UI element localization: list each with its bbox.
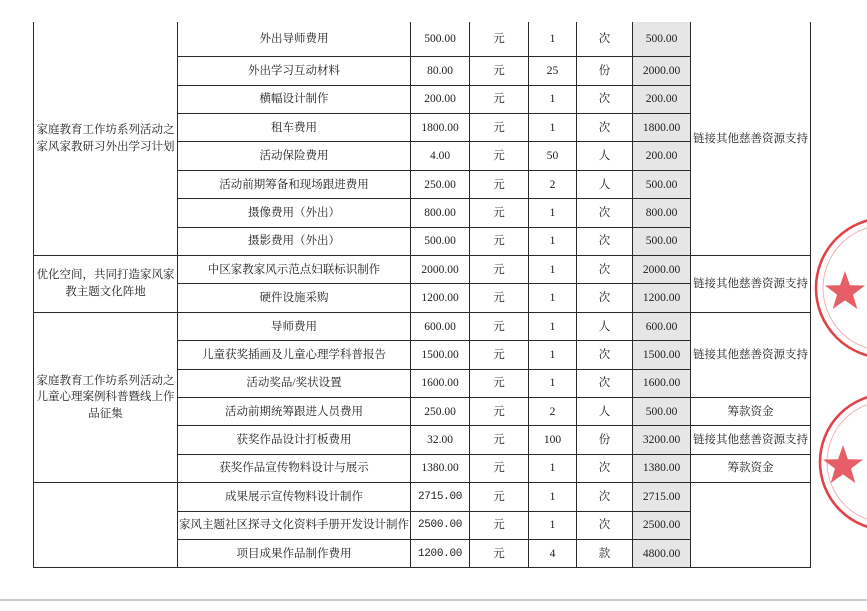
quantity-cell: 1 [529, 341, 577, 369]
quantity-cell: 4 [529, 539, 577, 567]
unit-cell: 次 [577, 369, 633, 397]
activity-group-cell: 家庭教育工作坊系列活动之家风家教研习外出学习计划 [34, 22, 178, 256]
unit-price-cell: 4.00 [411, 142, 470, 170]
total-amount-cell: 2000.00 [633, 57, 691, 85]
unit-cell: 次 [577, 454, 633, 482]
total-amount-cell: 1380.00 [633, 454, 691, 482]
quantity-cell: 100 [529, 426, 577, 454]
item-name-cell: 活动保险费用 [178, 142, 411, 170]
unit-cell: 次 [577, 227, 633, 255]
unit-price-cell: 2000.00 [411, 256, 470, 284]
currency-cell: 元 [470, 114, 529, 142]
quantity-cell: 1 [529, 312, 577, 340]
item-name-cell: 家风主题社区探寻文化资料手册开发设计制作 [178, 511, 411, 539]
currency-cell: 元 [470, 57, 529, 85]
unit-cell: 次 [577, 341, 633, 369]
total-amount-cell: 200.00 [633, 85, 691, 113]
budget-row [34, 483, 811, 511]
currency-cell: 元 [470, 256, 529, 284]
funding-source-cell [691, 483, 811, 568]
item-name-cell: 成果展示宣传物料设计制作 [178, 483, 411, 511]
funding-source-cell: 链接其他慈善资源支持 [691, 426, 811, 454]
unit-cell: 人 [577, 142, 633, 170]
total-amount-cell: 1200.00 [633, 284, 691, 312]
total-amount-cell: 2500.00 [633, 511, 691, 539]
unit-cell: 次 [577, 85, 633, 113]
funding-source-cell: 链接其他慈善资源支持 [691, 22, 811, 256]
total-amount-cell: 3200.00 [633, 426, 691, 454]
budget-row [34, 312, 811, 340]
item-name-cell: 导师费用 [178, 312, 411, 340]
total-amount-cell: 4800.00 [633, 539, 691, 567]
item-name-cell: 项目成果作品制作费用 [178, 539, 411, 567]
currency-cell: 元 [470, 341, 529, 369]
quantity-cell: 1 [529, 114, 577, 142]
item-name-cell: 硬件设施采购 [178, 284, 411, 312]
total-amount-cell: 500.00 [633, 397, 691, 425]
unit-price-cell: 2715.00 [411, 483, 470, 511]
unit-price-cell: 32.00 [411, 426, 470, 454]
unit-price-cell: 500.00 [411, 22, 470, 57]
unit-price-cell: 1600.00 [411, 369, 470, 397]
unit-cell: 人 [577, 312, 633, 340]
official-seal-stamp [820, 394, 867, 530]
quantity-cell: 2 [529, 397, 577, 425]
unit-cell: 次 [577, 22, 633, 57]
item-name-cell: 横幅设计制作 [178, 85, 411, 113]
quantity-cell: 1 [529, 511, 577, 539]
quantity-cell: 1 [529, 85, 577, 113]
unit-cell: 次 [577, 511, 633, 539]
unit-price-cell: 1200.00 [411, 284, 470, 312]
activity-group-cell [34, 483, 178, 568]
item-name-cell: 摄像费用（外出） [178, 199, 411, 227]
total-amount-cell: 1800.00 [633, 114, 691, 142]
scan-page-edge [0, 599, 867, 601]
unit-price-cell: 800.00 [411, 199, 470, 227]
currency-cell: 元 [470, 369, 529, 397]
total-amount-cell: 800.00 [633, 199, 691, 227]
unit-price-cell: 200.00 [411, 85, 470, 113]
official-seal-stamp [816, 218, 867, 358]
unit-price-cell: 1200.00 [411, 539, 470, 567]
currency-cell: 元 [470, 454, 529, 482]
budget-table-body [34, 22, 811, 568]
unit-cell: 次 [577, 114, 633, 142]
unit-cell: 份 [577, 426, 633, 454]
quantity-cell: 1 [529, 22, 577, 57]
currency-cell: 元 [470, 312, 529, 340]
currency-cell: 元 [470, 397, 529, 425]
total-amount-cell: 200.00 [633, 142, 691, 170]
unit-price-cell: 1380.00 [411, 454, 470, 482]
item-name-cell: 租车费用 [178, 114, 411, 142]
unit-cell: 人 [577, 397, 633, 425]
item-name-cell: 活动前期筹备和现场跟进费用 [178, 170, 411, 198]
unit-price-cell: 500.00 [411, 227, 470, 255]
unit-price-cell: 250.00 [411, 170, 470, 198]
quantity-cell: 1 [529, 483, 577, 511]
unit-price-cell: 1800.00 [411, 114, 470, 142]
unit-cell: 款 [577, 539, 633, 567]
unit-cell: 次 [577, 284, 633, 312]
unit-cell: 次 [577, 256, 633, 284]
currency-cell: 元 [470, 483, 529, 511]
total-amount-cell: 1600.00 [633, 369, 691, 397]
quantity-cell: 2 [529, 170, 577, 198]
funding-source-cell: 筹款资金 [691, 397, 811, 425]
quantity-cell: 1 [529, 454, 577, 482]
total-amount-cell: 500.00 [633, 170, 691, 198]
star-icon [825, 271, 865, 309]
currency-cell: 元 [470, 142, 529, 170]
quantity-cell: 1 [529, 227, 577, 255]
budget-table [33, 22, 811, 568]
currency-cell: 元 [470, 284, 529, 312]
item-name-cell: 获奖作品宣传物料设计与展示 [178, 454, 411, 482]
currency-cell: 元 [470, 426, 529, 454]
unit-price-cell: 600.00 [411, 312, 470, 340]
funding-source-cell: 链接其他慈善资源支持 [691, 312, 811, 397]
item-name-cell: 外出学习互动材料 [178, 57, 411, 85]
activity-group-cell: 优化空间，共同打造家风家教主题文化阵地 [34, 256, 178, 313]
unit-price-cell: 80.00 [411, 57, 470, 85]
item-name-cell: 获奖作品设计打板费用 [178, 426, 411, 454]
budget-row [34, 22, 811, 57]
total-amount-cell: 2715.00 [633, 483, 691, 511]
budget-row [34, 256, 811, 284]
quantity-cell: 25 [529, 57, 577, 85]
currency-cell: 元 [470, 199, 529, 227]
activity-group-cell: 家庭教育工作坊系列活动之儿童心理案例科普暨线上作品征集 [34, 312, 178, 482]
unit-cell: 人 [577, 170, 633, 198]
funding-source-cell: 链接其他慈善资源支持 [691, 256, 811, 313]
total-amount-cell: 500.00 [633, 22, 691, 57]
quantity-cell: 1 [529, 199, 577, 227]
item-name-cell: 活动前期统筹跟进人员费用 [178, 397, 411, 425]
unit-price-cell: 1500.00 [411, 341, 470, 369]
total-amount-cell: 1500.00 [633, 341, 691, 369]
currency-cell: 元 [470, 511, 529, 539]
quantity-cell: 1 [529, 369, 577, 397]
unit-price-cell: 250.00 [411, 397, 470, 425]
item-name-cell: 摄影费用（外出） [178, 227, 411, 255]
currency-cell: 元 [470, 170, 529, 198]
unit-cell: 份 [577, 57, 633, 85]
total-amount-cell: 2000.00 [633, 256, 691, 284]
currency-cell: 元 [470, 539, 529, 567]
unit-cell: 次 [577, 199, 633, 227]
currency-cell: 元 [470, 227, 529, 255]
unit-cell: 次 [577, 483, 633, 511]
quantity-cell: 1 [529, 284, 577, 312]
quantity-cell: 1 [529, 256, 577, 284]
currency-cell: 元 [470, 22, 529, 57]
funding-source-cell: 筹款资金 [691, 454, 811, 482]
total-amount-cell: 500.00 [633, 227, 691, 255]
item-name-cell: 外出导师费用 [178, 22, 411, 57]
official-seal-stamps [800, 200, 867, 530]
total-amount-cell: 600.00 [633, 312, 691, 340]
item-name-cell: 儿童获奖插画及儿童心理学科普报告 [178, 341, 411, 369]
item-name-cell: 活动奖品/奖状设置 [178, 369, 411, 397]
currency-cell: 元 [470, 85, 529, 113]
quantity-cell: 50 [529, 142, 577, 170]
item-name-cell: 中区家教家风示范点妇联标识制作 [178, 256, 411, 284]
unit-price-cell: 2500.00 [411, 511, 470, 539]
